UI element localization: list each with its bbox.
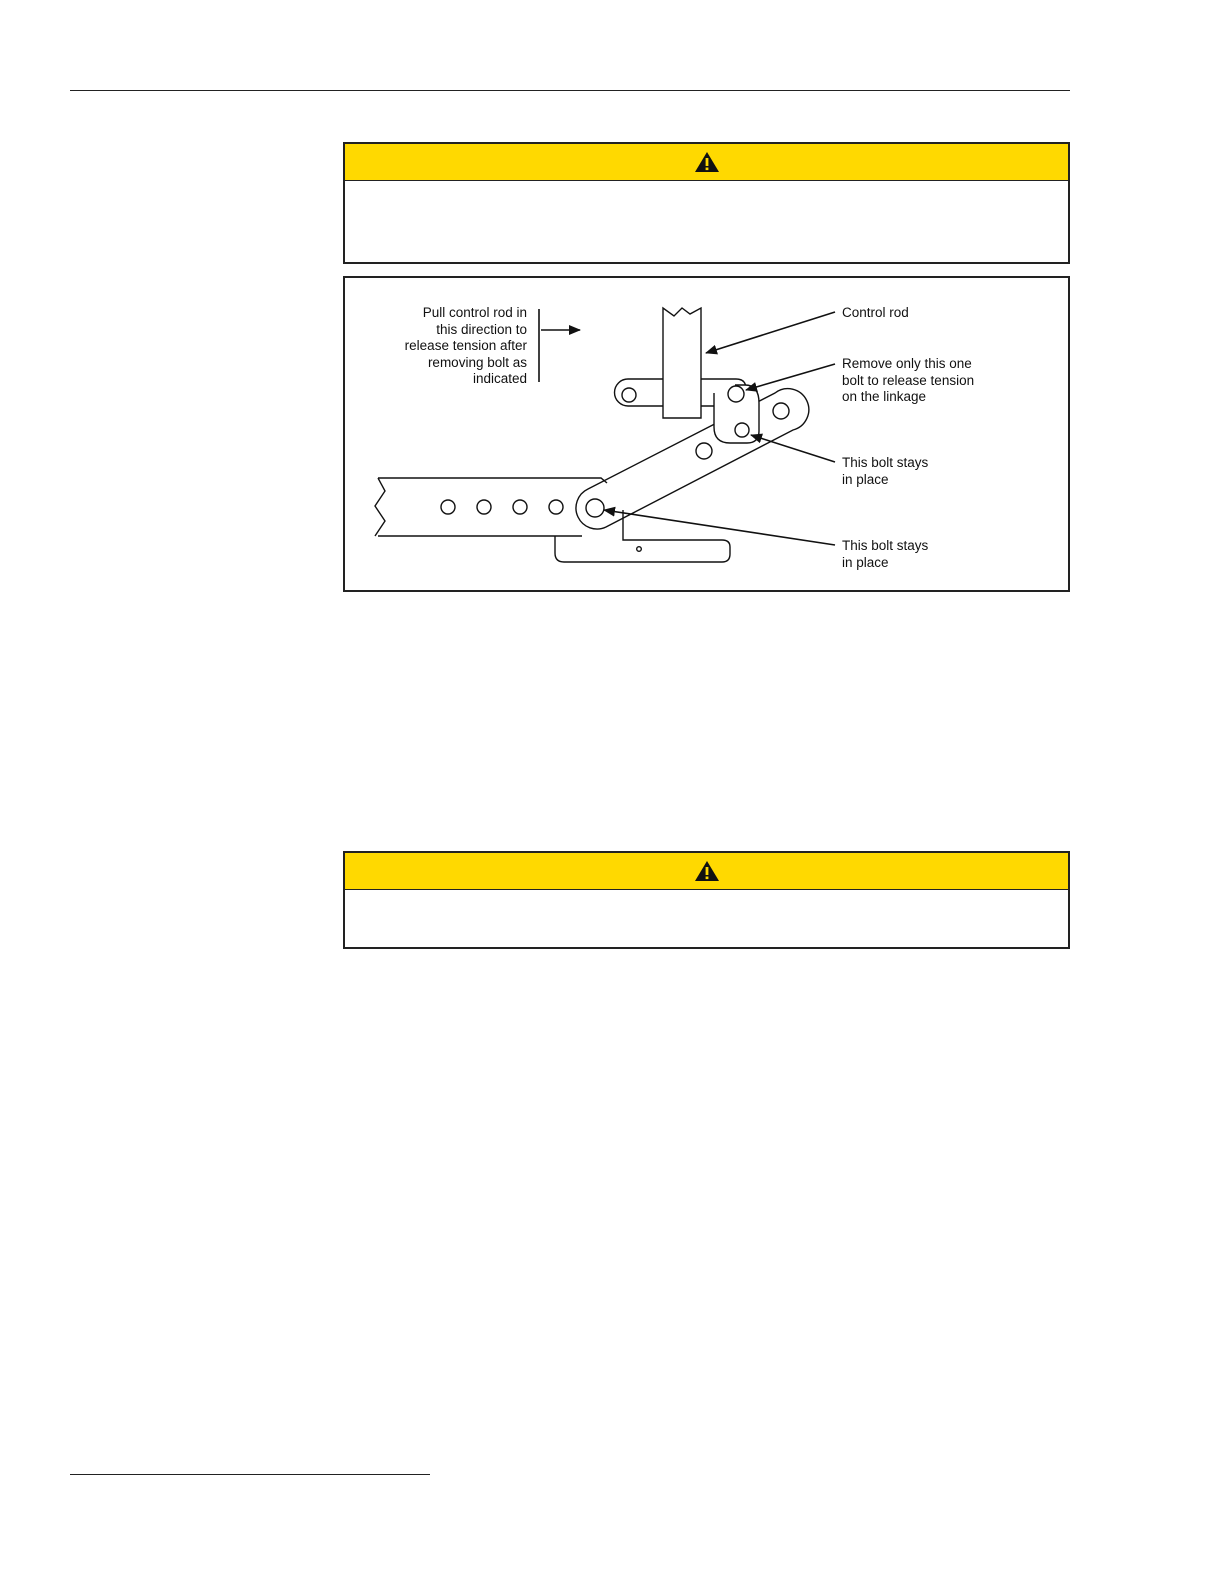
warning-box-bottom (343, 851, 1070, 949)
label-pull-direction: Pull control rod in this direction to release tension after removing bolt as indicated (404, 305, 527, 386)
leader-bolt-upper (751, 435, 835, 462)
warning-box-top (343, 142, 1070, 264)
header-rule (70, 90, 1070, 91)
warning-text (345, 181, 1068, 201)
label-control-rod: Control rod (842, 305, 909, 320)
label-remove-bolt: Remove only this one bolt to release tension on the linkage (842, 356, 975, 404)
linkage-diagram (343, 276, 1070, 592)
warning-triangle-icon (694, 860, 720, 882)
label-bolt-stays-upper: This bolt stays in place (842, 455, 929, 487)
leader-remove-bolt (746, 364, 835, 390)
warning-triangle-icon (694, 151, 720, 173)
warning-banner (345, 144, 1068, 181)
bolt-lower (586, 499, 604, 517)
leader-control-rod (706, 312, 835, 353)
label-bolt-stays-lower: This bolt stays in place (842, 538, 929, 570)
small-hole (637, 547, 642, 552)
warning-text (345, 890, 1068, 910)
control-rod (663, 308, 701, 418)
footer-rule (70, 1474, 430, 1475)
warning-banner (345, 853, 1068, 890)
